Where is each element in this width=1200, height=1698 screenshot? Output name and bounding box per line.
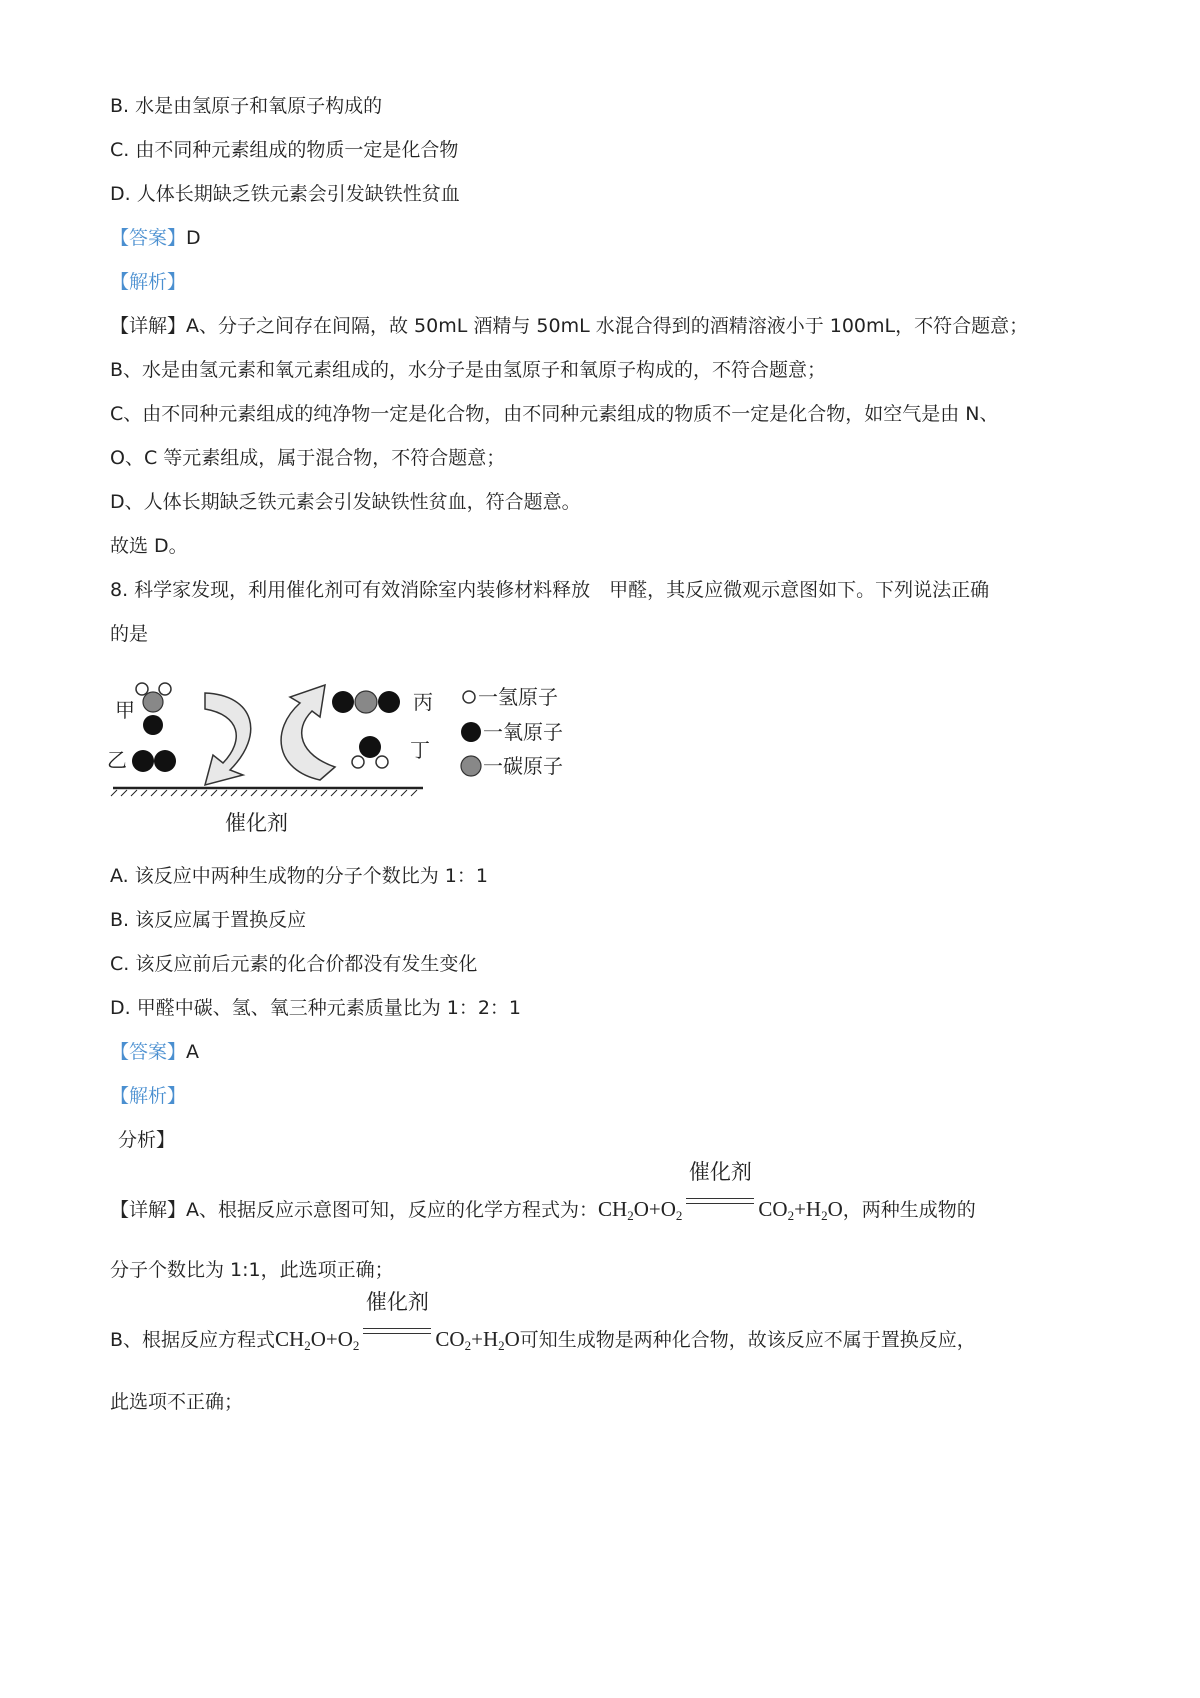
bing-o1 [332, 691, 354, 713]
q8-answer-label: 【答案】 [110, 1041, 187, 1063]
yi-o2 [154, 750, 176, 772]
legend-o: 一氧原子 [483, 720, 563, 744]
label-yi: 乙 [107, 748, 127, 772]
jia-h-left [136, 683, 148, 695]
detail-b: B、水是由氢元素和氧元素组成的，水分子是由氢原子和氧原子构成的，不符合题意； [110, 359, 827, 381]
legend-h: 一氢原子 [478, 685, 558, 709]
arrow-up-icon [281, 685, 335, 780]
q8-detail-a-pre: 【详解】A、根据反应示意图可知，反应的化学方程式为： [110, 1199, 598, 1221]
answer-line [110, 224, 201, 252]
option-b: B. 水是由氢原子和氧原子构成的 [110, 95, 383, 117]
bing-o2 [378, 691, 400, 713]
q8-detail-a-post: ，两种生成物的 [842, 1199, 976, 1221]
q8-option-d: D. 甲醛中碳、氢、氧三种元素质量比为 1：2：1 [110, 997, 522, 1019]
answer-value: D [186, 227, 201, 249]
label-jia: 甲 [115, 698, 135, 722]
q8-fenxi: 分析】 [118, 1129, 176, 1151]
equation-b-arrow [361, 1290, 433, 1350]
ding-o [359, 736, 381, 758]
yi-o1 [132, 750, 154, 772]
legend-o-icon [461, 722, 481, 742]
label-ding: 丁 [410, 738, 430, 762]
legend-c: 一碳原子 [483, 754, 563, 778]
label-bing: 丙 [413, 690, 433, 714]
jia-o [143, 715, 163, 735]
answer-label: 【答案】 [110, 227, 187, 249]
catalyst-hatch [111, 790, 417, 796]
option-c: C. 由不同种元素组成的物质一定是化合物 [110, 139, 459, 161]
choose-line: 故选 D。 [110, 535, 188, 557]
ding-h-right [376, 756, 388, 768]
detail-a: 【详解】A、分子之间存在间隔，故 50mL 酒精与 50mL 水混合得到的酒精溶液小于 100mL，不符合题意； [110, 315, 1029, 337]
q8-option-a: A. 该反应中两种生成物的分子个数比为 1：1 [110, 865, 488, 887]
legend-c-icon [461, 756, 481, 776]
q8-answer-value: A [186, 1041, 200, 1063]
q8-option-b: B. 该反应属于置换反应 [110, 909, 307, 931]
detail-c-line1: C、由不同种元素组成的纯净物一定是化合物，由不同种元素组成的物质不一定是化合物，如空气是由 N、 [110, 403, 999, 425]
q8-detail-a-line2: 分子个数比为 1:1，此选项正确； [110, 1259, 394, 1281]
legend-h-icon [463, 691, 475, 703]
analysis-label: 【解析】 [110, 271, 187, 293]
catalyst-label: 催化剂 [225, 811, 288, 835]
equation-a: $CH_2O+O_2$ 催化剂 $CO_2+H_2O$ [598, 1160, 843, 1223]
detail-d: D、人体长期缺乏铁元素会引发缺铁性贫血，符合题意。 [110, 491, 581, 513]
reaction-diagram [105, 675, 585, 860]
jia-c [143, 692, 163, 712]
q8-option-c: C. 该反应前后元素的化合价都没有发生变化 [110, 953, 478, 975]
equation-b: $CH_2O+O_2$ 催化剂 $CO_2+H_2O$ [275, 1290, 520, 1353]
equation-b-condition: 催化剂 [365, 1290, 429, 1314]
detail-c-line2: O、C 等元素组成，属于混合物，不符合题意； [110, 447, 506, 469]
ding-h-left [352, 756, 364, 768]
q8-detail-b-pre: B、根据反应方程式 [110, 1329, 276, 1351]
q8-detail-a [110, 1160, 976, 1230]
q8-stem-line2: 的是 [110, 623, 149, 645]
q8-answer-line [110, 1038, 199, 1066]
q8-detail-b-line2: 此选项不正确； [110, 1391, 244, 1413]
option-d: D. 人体长期缺乏铁元素会引发缺铁性贫血 [110, 183, 460, 205]
equation-a-condition: 催化剂 [688, 1160, 752, 1184]
q8-detail-b [110, 1290, 976, 1360]
equation-a-arrow [684, 1160, 756, 1220]
bing-c [355, 691, 377, 713]
q8-analysis-label: 【解析】 [110, 1085, 187, 1107]
q8-stem-line1: 8. 科学家发现，利用催化剂可有效消除室内装修材料释放 甲醛，其反应微观示意图如下。下列说法正确 [110, 579, 990, 601]
arrow-down-icon [205, 693, 251, 785]
jia-h-right [159, 683, 171, 695]
q8-detail-b-post: 可知生成物是两种化合物，故该反应不属于置换反应， [519, 1329, 976, 1351]
